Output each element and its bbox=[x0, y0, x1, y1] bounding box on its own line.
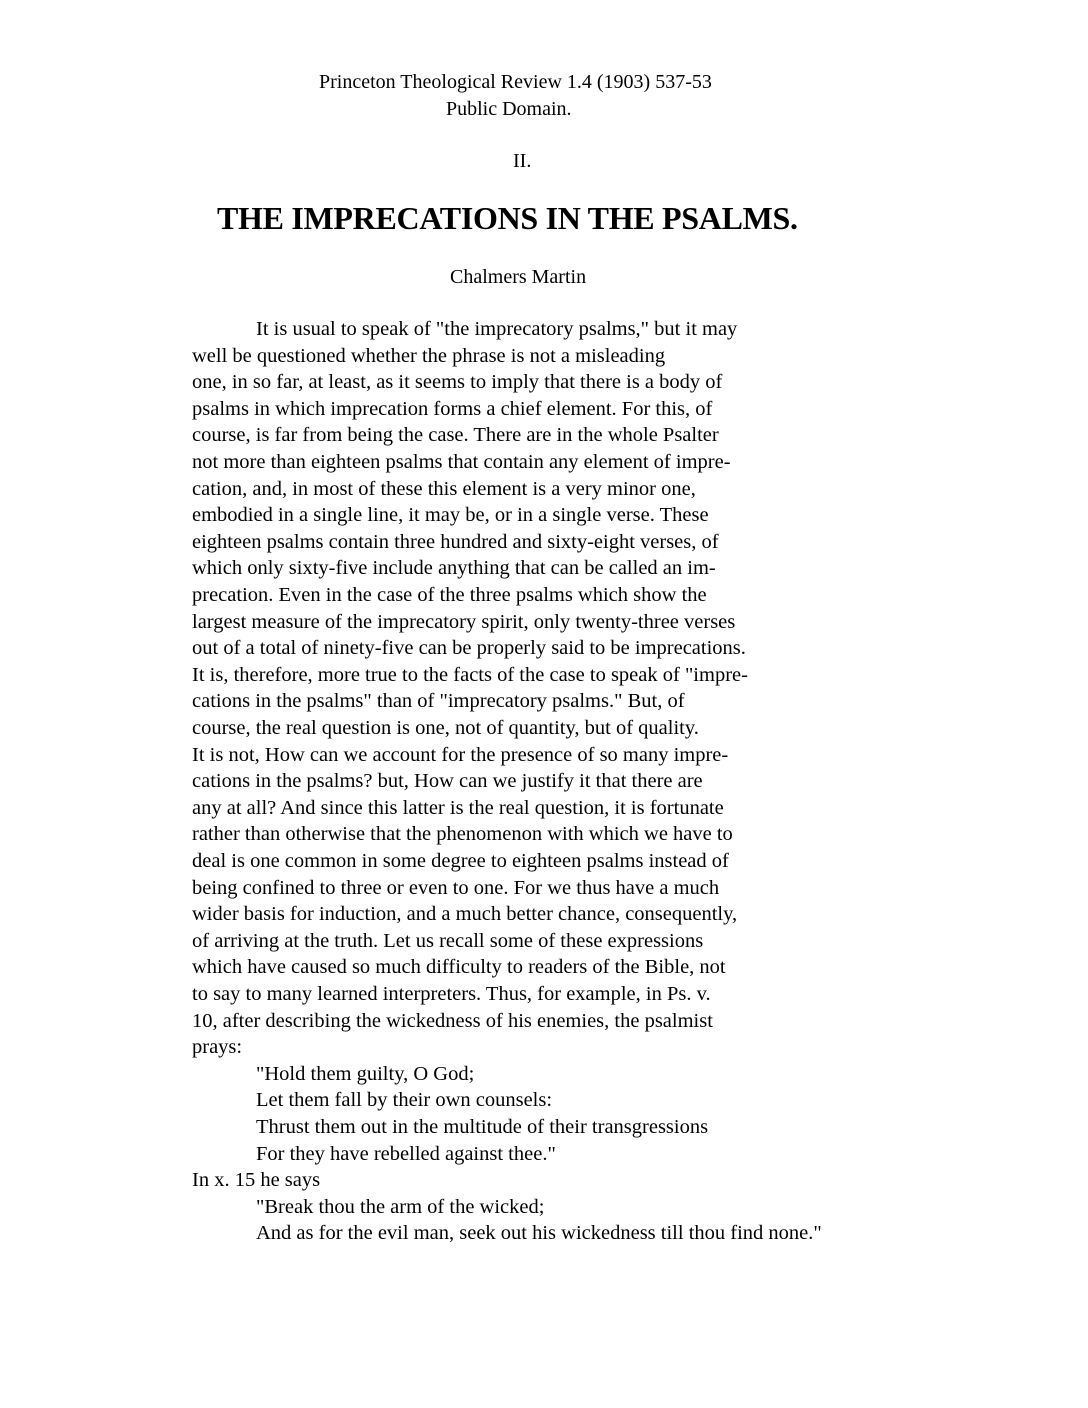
body-line: largest measure of the imprecatory spirit, only twenty-three verses bbox=[192, 610, 736, 633]
body-line: It is usual to speak of "the imprecatory psalms," but it may bbox=[256, 318, 738, 340]
body-line: any at all? And since this latter is the real question, it is fortunate bbox=[192, 796, 724, 819]
body-line: psalms in which imprecation forms a chief element. For this, of bbox=[192, 397, 713, 420]
body-line: being confined to three or even to one. For we thus have a much bbox=[192, 876, 720, 899]
body-line: cation, and, in most of these this element is a very minor one, bbox=[192, 477, 696, 500]
body-line: which only sixty-five include anything that can be called an im- bbox=[192, 557, 716, 580]
section-number: II. bbox=[513, 150, 532, 172]
author-name: Chalmers Martin bbox=[450, 266, 587, 288]
body-line: prays: bbox=[192, 1036, 243, 1059]
body-line: one, in so far, at least, as it seems to imply that there is a body of bbox=[192, 371, 723, 394]
body-line: well be questioned whether the phrase is not a misleading bbox=[192, 344, 666, 367]
body-line: out of a total of ninety-five can be properly said to be imprecations. bbox=[192, 637, 746, 660]
body-line: of arriving at the truth. Let us recall some of these expressions bbox=[192, 929, 704, 952]
quote-line: Thrust them out in the multitude of their transgressions bbox=[256, 1116, 709, 1138]
body-line: wider basis for induction, and a much better chance, consequently, bbox=[192, 903, 738, 926]
body-line: deal is one common in some degree to eighteen psalms instead of bbox=[192, 850, 729, 872]
body-line: rather than otherwise that the phenomenon with which we have to bbox=[192, 823, 733, 846]
public-domain-notice: Public Domain. bbox=[446, 98, 572, 120]
body-line: to say to many learned interpreters. Thus, for example, in Ps. v. bbox=[192, 983, 711, 1005]
quote-line: "Break thou the arm of the wicked; bbox=[256, 1195, 545, 1218]
body-line: course, is far from being the case. There are in the whole Psalter bbox=[192, 424, 719, 447]
citation-line: Princeton Theological Review 1.4 (1903) 537-53 bbox=[319, 71, 712, 93]
body-line: precation. Even in the case of the three psalms which show the bbox=[192, 584, 707, 606]
body-line: which have caused so much difficulty to readers of the Bible, not bbox=[192, 956, 726, 979]
quote-line: Let them fall by their own counsels: bbox=[256, 1089, 553, 1112]
interlude-line: In x. 15 he says bbox=[192, 1169, 321, 1192]
quote-line: And as for the evil man, seek out his wickedness till thou find none." bbox=[256, 1222, 822, 1245]
body-line: It is not, How can we account for the presence of so many impre- bbox=[192, 743, 729, 766]
article-title: THE IMPRECATIONS IN THE PSALMS. bbox=[217, 200, 798, 236]
body-line: It is, therefore, more true to the facts of the case to speak of "impre- bbox=[192, 663, 748, 686]
body-line: eighteen psalms contain three hundred and sixty-eight verses, of bbox=[192, 530, 719, 553]
body-line: cations in the psalms? but, How can we justify it that there are bbox=[192, 770, 703, 793]
body-line: embodied in a single line, it may be, or in a single verse. These bbox=[192, 504, 709, 527]
quote-line: For they have rebelled against thee." bbox=[256, 1142, 556, 1165]
body-line: course, the real question is one, not of quantity, but of quality. bbox=[192, 717, 699, 739]
body-line: not more than eighteen psalms that contain any element of impre- bbox=[192, 451, 731, 473]
body-line: 10, after describing the wickedness of his enemies, the psalmist bbox=[192, 1009, 713, 1032]
quote-line: "Hold them guilty, O God; bbox=[256, 1062, 475, 1085]
body-line: cations in the psalms" than of "imprecatory psalms." But, of bbox=[192, 690, 685, 713]
